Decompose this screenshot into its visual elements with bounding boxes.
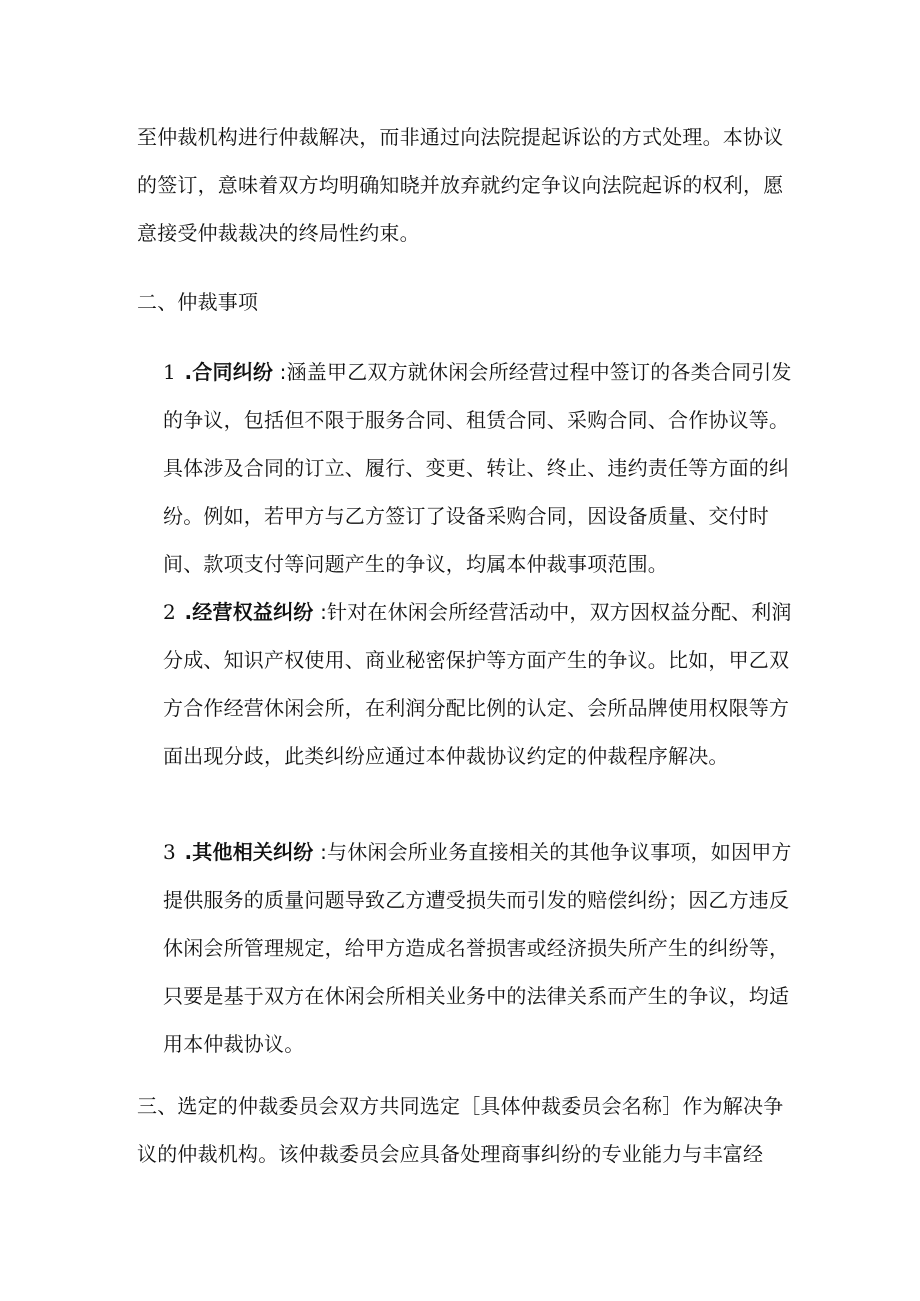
item-text: :针对在休闲会所经营活动中，双方因权益分配、利润分成、知识产权使用、商业秘密保护等方面产生的争议。比如，甲乙双方合作经营休闲会所，在利润分配比例的认定、会所品牌使用权限等方面出现分歧，此类纠纷应通过本仲裁协议约定的仲裁程序解决。 <box>163 600 792 768</box>
item-number: 1 <box>163 360 176 384</box>
item-term: .经营权益纠纷 <box>184 600 314 624</box>
section-3-paragraph: 三、选定的仲裁委员会双方共同选定［具体仲裁委员会名称］作为解决争议的仲裁机构。该仲裁委员会应具备处理商事纠纷的专业能力与丰富经 <box>137 1094 784 1166</box>
item-text: :与休闲会所业务直接相关的其他争议事项，如因甲方提供服务的质量问题导致乙方遭受损失而引发的赔偿纠纷；因乙方违反休闲会所管理规定，给甲方造成名誉损害或经济损失所产生的纠纷等，只要是基于双方在休闲会所相关业务中的法律关系而产生的争议，均适用本仲裁协议。 <box>163 840 792 1056</box>
section-2-heading: 二、仲裁事项 <box>137 290 259 314</box>
list-item <box>163 828 795 1068</box>
item-text: :涵盖甲乙双方就休闲会所经营过程中签订的各类合同引发的争议，包括但不限于服务合同、租赁合同、采购合同、合作协议等。具体涉及合同的订立、履行、变更、转让、终止、违约责任等方面的纠纷。例如，若甲方与乙方签订了设备采购合同，因设备质量、交付时间、款项支付等问题产生的争议，均属本仲裁事项范围。 <box>163 360 792 576</box>
item-number: 3 <box>163 840 176 864</box>
list-item <box>163 588 795 780</box>
item-term: .其他相关纠纷 <box>184 840 314 864</box>
intro-paragraph: 至仲裁机构进行仲裁解决，而非通过向法院提起诉讼的方式处理。本协议的签订，意味着双方均明确知晓并放弃就约定争议向法院起诉的权利，愿意接受仲裁裁决的终局性约束。 <box>137 125 784 245</box>
item-number: 2 <box>163 600 176 624</box>
list-item <box>163 348 795 588</box>
item-term: .合同纠纷 <box>184 360 274 384</box>
